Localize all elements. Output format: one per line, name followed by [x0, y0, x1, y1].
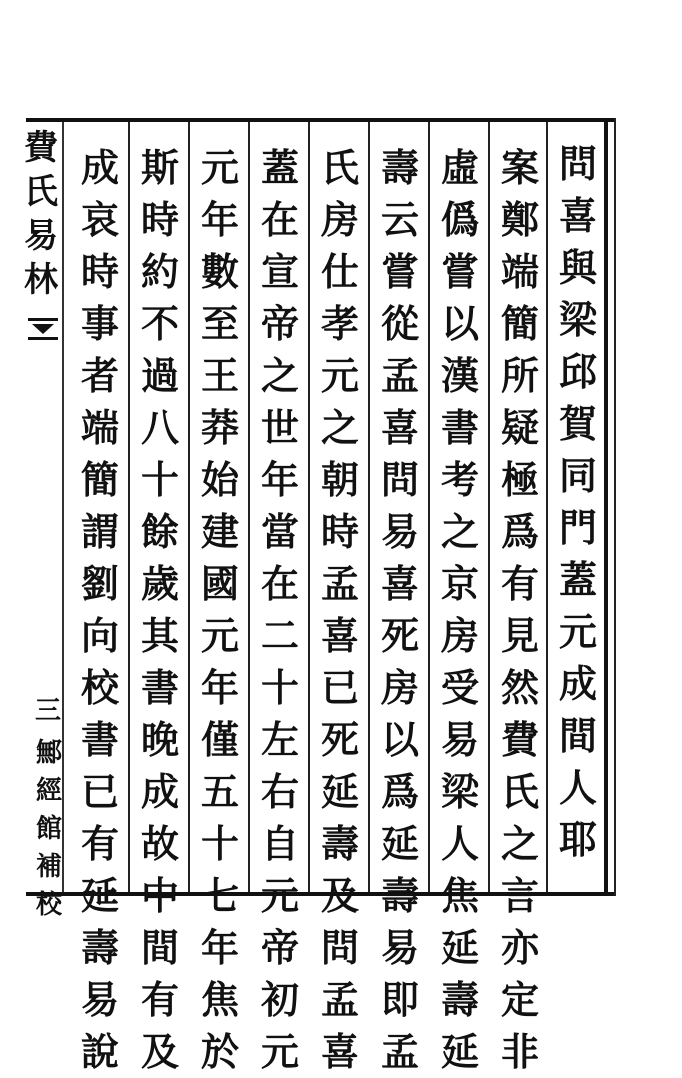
glyph: 延 — [380, 821, 419, 866]
glyph: 受 — [440, 665, 479, 710]
glyph: 成 — [140, 769, 179, 814]
glyph: 極 — [500, 457, 539, 502]
glyph: 時 — [80, 249, 119, 294]
glyph: 元 — [558, 609, 597, 654]
glyph: 死 — [320, 717, 359, 762]
text-column-9 — [76, 142, 124, 1074]
glyph: 然 — [500, 665, 539, 710]
glyph: 問 — [558, 141, 597, 186]
glyph: 書 — [140, 665, 179, 710]
column-rule — [308, 122, 310, 892]
glyph: 館 — [35, 814, 62, 844]
glyph: 自 — [260, 821, 299, 866]
glyph: 謂 — [80, 509, 119, 554]
glyph: 歲 — [140, 561, 179, 606]
glyph: 人 — [440, 821, 479, 866]
glyph: 易 — [440, 717, 479, 762]
glyph: 始 — [200, 457, 239, 502]
glyph: 所 — [500, 353, 539, 398]
glyph: 元 — [260, 1029, 299, 1074]
glyph: 亦 — [500, 925, 539, 970]
glyph: 耶 — [558, 817, 597, 862]
glyph: 嘗 — [380, 249, 419, 294]
glyph: 不 — [140, 301, 179, 346]
glyph: 與 — [558, 245, 597, 290]
glyph: 年 — [260, 457, 299, 502]
glyph: 焦 — [440, 873, 479, 918]
glyph: 見 — [500, 613, 539, 658]
glyph: 於 — [200, 1029, 239, 1074]
column-rule — [128, 122, 130, 892]
glyph: 故 — [140, 821, 179, 866]
glyph: 爲 — [500, 509, 539, 554]
glyph: 以 — [380, 717, 419, 762]
glyph: 賀 — [558, 401, 597, 446]
glyph: 成 — [80, 145, 119, 190]
glyph: 同 — [558, 453, 597, 498]
frame-right-thin-rule — [614, 118, 616, 896]
glyph: 孟 — [320, 977, 359, 1022]
glyph: 喜 — [320, 613, 359, 658]
glyph: 定 — [500, 977, 539, 1022]
glyph: 孝 — [320, 301, 359, 346]
glyph: 宣 — [260, 249, 299, 294]
glyph: 事 — [80, 301, 119, 346]
glyph: 晚 — [140, 717, 179, 762]
text-column-3 — [436, 142, 484, 1074]
glyph: 經 — [35, 776, 62, 806]
glyph: 十 — [260, 665, 299, 710]
glyph: 問 — [320, 925, 359, 970]
glyph: 至 — [200, 301, 239, 346]
glyph: 成 — [558, 661, 597, 706]
glyph: 國 — [200, 561, 239, 606]
glyph: 元 — [320, 353, 359, 398]
glyph: 孟 — [380, 1029, 419, 1074]
glyph: 氏 — [320, 145, 359, 190]
text-column-4 — [376, 142, 424, 1074]
glyph: 八 — [140, 405, 179, 450]
glyph: 當 — [260, 509, 299, 554]
glyph: 世 — [260, 405, 299, 450]
glyph: 年 — [200, 925, 239, 970]
column-rule — [248, 122, 250, 892]
glyph: 初 — [260, 977, 299, 1022]
glyph: 孟 — [380, 353, 419, 398]
glyph: 餘 — [140, 509, 179, 554]
glyph: 延 — [440, 925, 479, 970]
text-column-6 — [256, 142, 304, 1074]
glyph: 仕 — [320, 249, 359, 294]
glyph: 補 — [35, 852, 62, 882]
glyph: 時 — [320, 509, 359, 554]
glyph: 即 — [380, 977, 419, 1022]
glyph: 梁 — [440, 769, 479, 814]
glyph: 壽 — [80, 925, 119, 970]
glyph: 易 — [380, 509, 419, 554]
glyph: 五 — [200, 769, 239, 814]
glyph: 簡 — [500, 301, 539, 346]
glyph: 間 — [140, 925, 179, 970]
glyph: 哀 — [80, 197, 119, 242]
glyph: 及 — [140, 1029, 179, 1074]
glyph: 易 — [24, 216, 58, 256]
text-column-8 — [136, 142, 184, 1074]
glyph: 建 — [200, 509, 239, 554]
glyph: 喜 — [380, 561, 419, 606]
glyph: 左 — [260, 717, 299, 762]
glyph: 喜 — [558, 193, 597, 238]
glyph: 書 — [80, 717, 119, 762]
glyph: 時 — [140, 197, 179, 242]
glyph: 在 — [260, 197, 299, 242]
glyph: 費 — [500, 717, 539, 762]
glyph: 年 — [200, 665, 239, 710]
text-column-5 — [316, 142, 364, 1074]
glyph: 焦 — [200, 977, 239, 1022]
glyph: 氏 — [500, 769, 539, 814]
glyph: 簡 — [80, 457, 119, 502]
glyph: 考 — [440, 457, 479, 502]
glyph: 說 — [80, 1029, 119, 1074]
glyph: 喜 — [320, 1029, 359, 1074]
glyph: 云 — [380, 197, 419, 242]
glyph: 端 — [500, 249, 539, 294]
glyph: 僞 — [440, 197, 479, 242]
glyph: 二 — [260, 613, 299, 658]
glyph: 元 — [200, 613, 239, 658]
glyph: 嘗 — [440, 249, 479, 294]
glyph: 書 — [440, 405, 479, 450]
glyph: 朝 — [320, 457, 359, 502]
glyph: 之 — [500, 821, 539, 866]
glyph: 壽 — [380, 145, 419, 190]
publisher-imprint-2 — [34, 772, 64, 924]
column-rule — [428, 122, 430, 892]
glyph: 壽 — [320, 821, 359, 866]
glyph: 案 — [500, 145, 539, 190]
glyph: 房 — [440, 613, 479, 658]
glyph: 及 — [320, 873, 359, 918]
margin-book-title — [22, 126, 60, 336]
glyph: 從 — [380, 301, 419, 346]
glyph: 中 — [140, 873, 179, 918]
glyph: 虛 — [440, 145, 479, 190]
glyph: 邱 — [558, 349, 597, 394]
glyph: 之 — [320, 405, 359, 450]
glyph: 延 — [80, 873, 119, 918]
glyph: 向 — [80, 613, 119, 658]
glyph: 有 — [140, 977, 179, 1022]
glyph: 僅 — [200, 717, 239, 762]
glyph: 端 — [80, 405, 119, 450]
page-number: 三 — [34, 696, 61, 726]
glyph: 延 — [440, 1029, 479, 1074]
glyph: 者 — [80, 353, 119, 398]
fishtail-mark — [28, 318, 58, 340]
glyph: 問 — [380, 457, 419, 502]
glyph: 房 — [320, 197, 359, 242]
glyph: 莽 — [200, 405, 239, 450]
glyph: 鄦 — [35, 738, 62, 768]
glyph: 壽 — [440, 977, 479, 1022]
frame-right-rule — [604, 118, 608, 896]
glyph: 帝 — [260, 301, 299, 346]
glyph: 蓋 — [260, 145, 299, 190]
glyph: 以 — [440, 301, 479, 346]
glyph: 鄭 — [500, 197, 539, 242]
glyph: 帝 — [260, 925, 299, 970]
glyph: 其 — [140, 613, 179, 658]
glyph: 言 — [500, 873, 539, 918]
glyph: 十 — [200, 821, 239, 866]
glyph: 梁 — [558, 297, 597, 342]
frame-top-rule — [26, 118, 616, 122]
glyph: 約 — [140, 249, 179, 294]
glyph: 在 — [260, 561, 299, 606]
glyph: 延 — [320, 769, 359, 814]
glyph: 氏 — [24, 172, 58, 212]
column-rule — [188, 122, 190, 892]
glyph: 校 — [80, 665, 119, 710]
glyph: 易 — [380, 925, 419, 970]
column-rule — [546, 122, 548, 892]
glyph: 年 — [200, 197, 239, 242]
text-column-1 — [554, 138, 602, 878]
glyph: 喜 — [380, 405, 419, 450]
column-rule — [488, 122, 490, 892]
glyph: 死 — [380, 613, 419, 658]
glyph: 壽 — [380, 873, 419, 918]
glyph: 門 — [558, 505, 597, 550]
text-column-2 — [496, 142, 544, 1074]
glyph: 林 — [24, 260, 58, 300]
glyph: 漢 — [440, 353, 479, 398]
glyph: 元 — [200, 145, 239, 190]
publisher-imprint-1 — [34, 734, 64, 772]
glyph: 蓋 — [558, 557, 597, 602]
glyph: 疑 — [500, 405, 539, 450]
glyph: 元 — [260, 873, 299, 918]
glyph: 易 — [80, 977, 119, 1022]
glyph: 間 — [558, 713, 597, 758]
glyph: 十 — [140, 457, 179, 502]
glyph: 之 — [260, 353, 299, 398]
glyph: 有 — [80, 821, 119, 866]
glyph: 非 — [500, 1029, 539, 1074]
glyph: 校 — [35, 890, 62, 920]
glyph: 右 — [260, 769, 299, 814]
glyph: 人 — [558, 765, 597, 810]
glyph: 之 — [440, 509, 479, 554]
glyph: 京 — [440, 561, 479, 606]
glyph: 王 — [200, 353, 239, 398]
glyph: 七 — [200, 873, 239, 918]
glyph: 數 — [200, 249, 239, 294]
glyph: 斯 — [140, 145, 179, 190]
glyph: 爲 — [380, 769, 419, 814]
glyph: 已 — [80, 769, 119, 814]
column-rule — [368, 122, 370, 892]
glyph: 孟 — [320, 561, 359, 606]
glyph: 已 — [320, 665, 359, 710]
glyph: 房 — [380, 665, 419, 710]
glyph: 有 — [500, 561, 539, 606]
glyph: 費 — [24, 128, 58, 168]
text-column-7 — [196, 142, 244, 1074]
glyph: 過 — [140, 353, 179, 398]
glyph: 劉 — [80, 561, 119, 606]
